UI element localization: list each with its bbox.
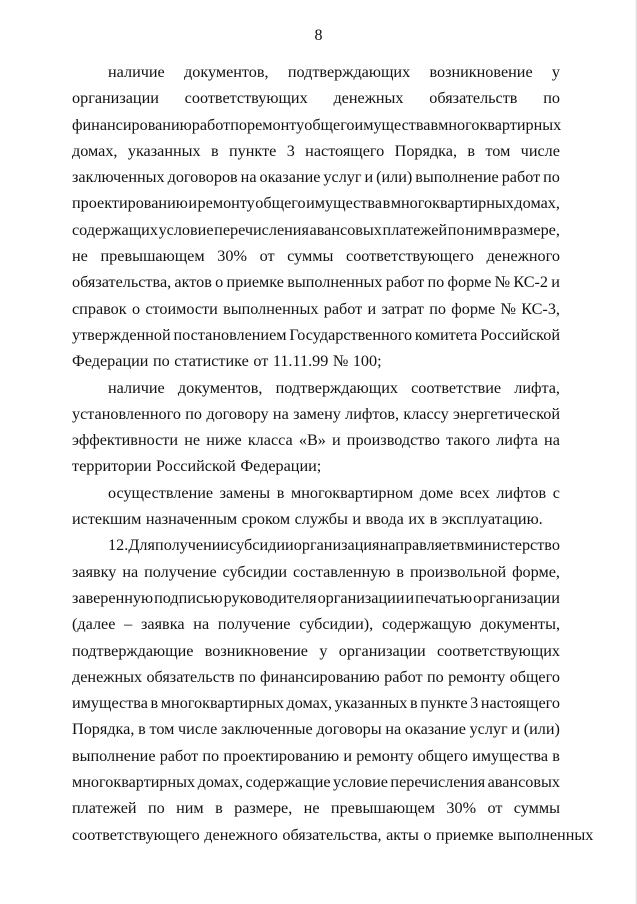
paragraph-4 — [72, 532, 594, 848]
text-line: Федерации по статистике от 11.11.99 № 100; — [72, 352, 382, 371]
text-line: имущества в многоквартирных домах, указанных в пункте 3 настоящего — [72, 694, 560, 713]
document-body — [72, 59, 594, 848]
text-line: финансированию работ по ремонту общего имущества в многоквартирных — [72, 115, 562, 134]
text-line: подтверждающие возникновение у организации соответствующих — [72, 641, 560, 660]
text-line: эффективности не ниже класса «В» и производство такого лифта на — [72, 431, 560, 450]
text-line: проектированию и ремонту общего имущества в многоквартирных домах, — [72, 194, 560, 213]
text-line: не превышающем 30% от суммы соответствующего денежного — [72, 247, 560, 266]
paragraph-3 — [72, 480, 560, 533]
text-line: наличие документов, подтверждающих возникновение у — [108, 63, 560, 81]
text-line: содержащих условие перечисления авансовых платежей по ним в размере, — [72, 220, 560, 239]
text-line: платежей по ним в размере, не превышающем 30% от суммы — [72, 799, 560, 818]
paragraph-1 — [72, 59, 560, 375]
text-line: соответствующего денежного обязательства, акты о приемке выполненных — [72, 825, 594, 844]
text-line: денежных обязательств по финансированию работ по ремонту общего — [72, 667, 560, 686]
text-line: утвержденной постановлением Государственного комитета Российской — [72, 325, 560, 344]
text-line: домах, указанных в пункте 3 настоящего Порядка, в том числе — [72, 141, 560, 160]
text-line: заключенных договоров на оказание услуг и (или) выполнение работ по — [72, 168, 560, 187]
text-line: организации соответствующих денежных обязательств по — [72, 89, 560, 108]
text-line: справок о стоимости выполненных работ и затрат по форме № КС-3, — [72, 299, 560, 318]
text-line: (далее – заявка на получение субсидии), содержащую документы, — [72, 615, 560, 634]
text-line: истекшим назначенным сроком службы и ввода их в эксплуатацию. — [72, 510, 543, 529]
text-line: заверенную подписью руководителя организации и печатью организации — [72, 588, 560, 607]
text-line: установленного по договору на замену лифтов, классу энергетической — [72, 404, 560, 423]
text-line: обязательства, актов о приемке выполненных работ по форме № КС-2 и — [72, 273, 560, 292]
text-line: территории Российской Федерации; — [72, 457, 322, 476]
text-line: заявку на получение субсидии составленную в произвольной форме, — [72, 562, 560, 581]
text-line: Порядка, в том числе заключенные договоры на оказание услуг и (или) — [72, 720, 560, 739]
text-line: наличие документов, подтверждающих соответствие лифта, — [108, 378, 560, 397]
text-line: 12. Для получении субсидии организация направляет в министерство — [108, 536, 560, 555]
text-line: выполнение работ по проектированию и ремонту общего имущества в — [72, 746, 560, 765]
paragraph-2 — [72, 375, 560, 480]
text-line: осуществление замены в многоквартирном доме всех лифтов с — [108, 483, 560, 502]
text-line: многоквартирных домах, содержащие условие перечисления авансовых — [72, 773, 560, 792]
page-number: 8 — [314, 27, 323, 44]
